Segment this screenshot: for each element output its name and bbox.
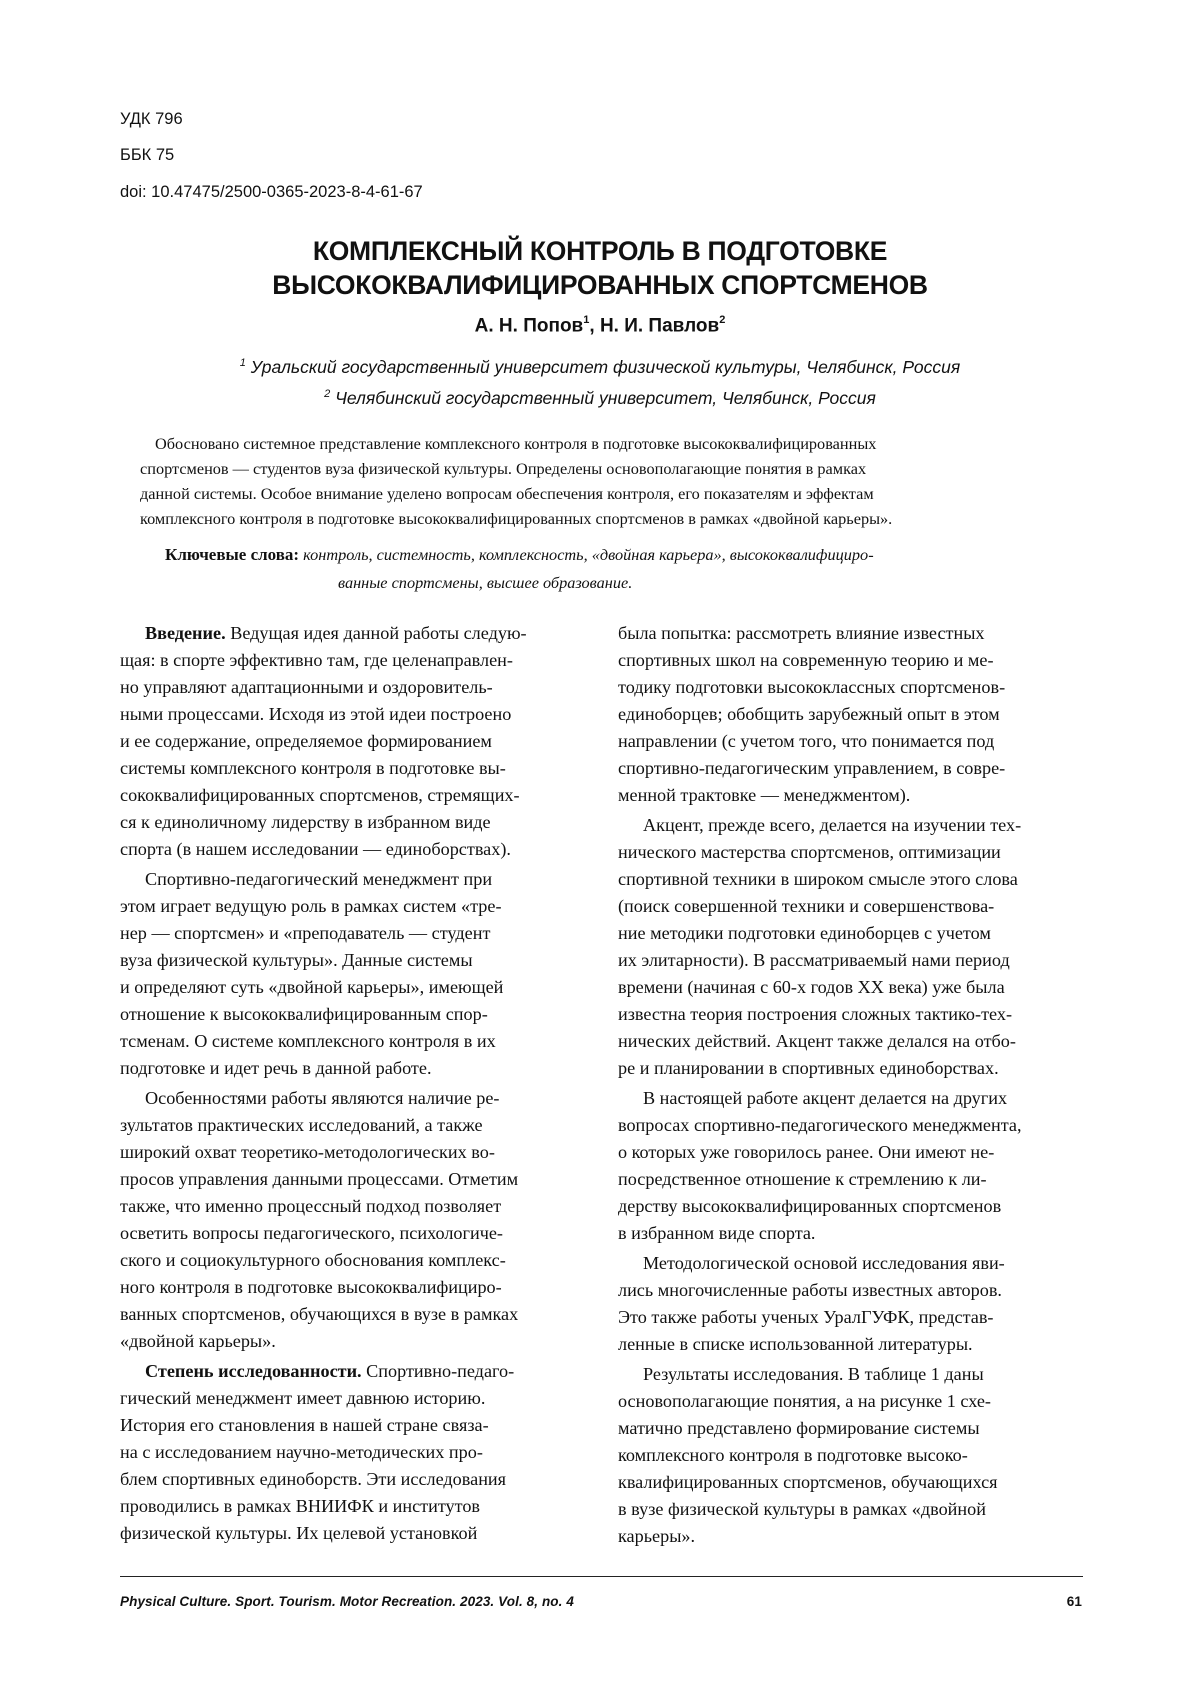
paragraph (618, 620, 1083, 809)
text-line: ленные в списке использованной литературы. (618, 1334, 973, 1354)
text-line: нических действий. Акцент также делался на отбо- (618, 1031, 1016, 1051)
abstract-line: спортсменов — студентов вуза физической культуры. Определены основополагающие понятия в рамках (140, 459, 867, 478)
abstract (140, 431, 1062, 531)
section-heading-introduction: Введение. (145, 623, 226, 643)
text-line: также, что именно процессный подход позволяет (120, 1196, 502, 1216)
text-line: карьеры». (618, 1526, 696, 1546)
author-affiliation-mark: 1 (583, 314, 590, 326)
text-line: Степень исследованности. Спортивно-педаго- (145, 1361, 515, 1381)
title-line: ВЫСОКОКВАЛИФИЦИРОВАННЫХ СПОРТСМЕНОВ (272, 270, 928, 300)
author-name: А. Н. Попов (474, 315, 584, 337)
text-line: их элитарности). В рассматриваемый нами период (618, 950, 1010, 970)
text-line: спортивных школ на современную теорию и ме- (618, 650, 994, 670)
text-line: сококвалифицированных спортсменов, стремящих- (120, 785, 520, 805)
text-line: ного контроля в подготовке высококвалифициро- (120, 1277, 502, 1297)
affiliation (0, 357, 1200, 378)
text-line: ванных спортсменов, обучающихся в вузе в рамках (120, 1304, 519, 1324)
text-line: и ее содержание, определяемое формированием (120, 731, 492, 751)
text-line: блем спортивных единоборств. Эти исследования (120, 1469, 507, 1489)
text-line: Особенностями работы являются наличие ре- (145, 1088, 500, 1108)
text-line: направлении (с учетом того, что понимается под (618, 731, 995, 751)
text-line: спортивно-педагогическим управлением, в совре- (618, 758, 1006, 778)
footer-journal-citation: Physical Culture. Sport. Tourism. Motor Recreation. 2023. Vol. 8, no. 4 (120, 1594, 574, 1609)
doi[interactable]: doi: 10.47475/2500-0365-2023-8-4-61-67 (120, 183, 423, 201)
text-line: ре и планировании в спортивных единоборствах. (618, 1058, 999, 1078)
text-line: и определяют суть «двойной карьеры», имеющей (120, 977, 504, 997)
paragraph-degree-of-research (120, 1358, 585, 1547)
text-line: нического мастерства спортсменов, оптимизации (618, 842, 1001, 862)
title-line: КОМПЛЕКСНЫЙ КОНТРОЛЬ В ПОДГОТОВКЕ (312, 236, 888, 266)
text-line: Акцент, прежде всего, делается на изучении тех- (643, 815, 1022, 835)
text-line: «двойной карьеры». (120, 1331, 276, 1351)
text-line: на с исследованием научно-методических про- (120, 1442, 483, 1462)
text-line: менной трактовке — менеджментом). (618, 785, 911, 805)
text-line: гический менеджмент имеет давнюю историю. (120, 1388, 486, 1408)
paragraph-introduction (120, 620, 585, 863)
section-heading-degree: Степень исследованности. (145, 1361, 362, 1381)
text-line: комплексного контроля в подготовке высоко- (618, 1445, 968, 1465)
text-line: просов управления данными процессами. Отметим (120, 1169, 519, 1189)
text-line: осветить вопросы педагогического, психологиче- (120, 1223, 503, 1243)
text-line: проводились в рамках ВНИИФК и институтов (120, 1496, 481, 1516)
keywords (165, 541, 1065, 597)
paragraph (618, 1085, 1083, 1247)
footer-divider (120, 1576, 1083, 1577)
text-line: вуза физической культуры». Данные системы (120, 950, 473, 970)
text-line: но управляют адаптационными и оздоровитель- (120, 677, 493, 697)
text-line: подготовке и идет речь в данной работе. (120, 1058, 432, 1078)
paragraph (120, 1085, 585, 1355)
text-line: физической культуры. Их целевой установкой (120, 1523, 478, 1543)
text-line: Результаты исследования. В таблице 1 даны (643, 1364, 984, 1384)
text-line: ние методики подготовки единоборцев с учетом (618, 923, 991, 943)
text-line: щая: в спорте эффективно там, где целенаправлен- (120, 650, 513, 670)
paragraph-results (618, 1361, 1083, 1550)
text-line: тодику подготовки высококлассных спортсменов- (618, 677, 1006, 697)
author-name: Н. И. Павлов (599, 315, 720, 337)
text-line: спорта (в нашем исследовании — единоборствах). (120, 839, 511, 859)
keywords-label: Ключевые слова: (165, 545, 300, 564)
text-line: времени (начиная с 60-х годов XX века) уже была (618, 977, 1005, 997)
keywords-list: контроль, системность, комплексность, «двойная карьера», высококвалифициро- (303, 545, 874, 564)
text-line: в избранном виде спорта. (618, 1223, 816, 1243)
text-line: ся к единоличному лидерству в избранном виде (120, 812, 491, 832)
abstract-line: данной системы. Особое внимание уделено вопросам обеспечения контроля, его показателям и эффектам (140, 484, 874, 503)
text-line: дерству высококвалифицированных спортсменов (618, 1196, 1002, 1216)
text-line: основополагающие понятия, а на рисунке 1 схе- (618, 1391, 991, 1411)
text-line: была попытка: рассмотреть влияние известных (618, 623, 985, 643)
text-line: в вузе физической культуры в рамках «двойной (618, 1499, 986, 1519)
text-line: отношение к высококвалифицированным спор- (120, 1004, 488, 1024)
text-line: вопросах спортивно-педагогического менеджмента, (618, 1115, 1022, 1135)
text-line: посредственное отношение к стремлению к ли- (618, 1169, 987, 1189)
paragraph (618, 1250, 1083, 1358)
abstract-line: комплексного контроля в подготовке высококвалифицированных спортсменов в рамках «двойной карьеры». (140, 509, 893, 528)
text-line: ными процессами. Исходя из этой идеи построено (120, 704, 512, 724)
text-line: Спортивно-педагогический менеджмент при (145, 869, 493, 889)
text-line: В настоящей работе акцент делается на других (643, 1088, 1008, 1108)
author-affiliation-mark: 2 (719, 314, 726, 326)
text-line: История его становления в нашей стране связа- (120, 1415, 489, 1435)
affiliation-mark: 1 (239, 357, 246, 370)
affiliation-text: Челябинский государственный университет, Челябинск, Россия (330, 388, 876, 408)
text-line: квалифицированных спортсменов, обучающихся (618, 1472, 998, 1492)
authors (0, 315, 1200, 337)
text-line: спортивной техники в широком смысле этого слова (618, 869, 1018, 889)
paragraph (120, 866, 585, 1082)
paragraph (618, 812, 1083, 1082)
text-line: лись многочисленные работы известных авторов. (618, 1280, 1002, 1300)
text-line: матично представлено формирование системы (618, 1418, 980, 1438)
affiliation-mark: 2 (324, 388, 331, 401)
text-line: нер — спортсмен» и «преподаватель — студент (120, 923, 491, 943)
text-line: широкий охват теоретико-методологических во- (120, 1142, 495, 1162)
bbk-code: ББК 75 (120, 146, 175, 164)
left-column (120, 620, 585, 1550)
affiliation-text: Уральский государственный университет физической культуры, Челябинск, Россия (245, 357, 961, 377)
keywords-list: ванные спортсмены, высшее образование. (338, 573, 633, 592)
text-line: известна теория построения сложных тактико-тех- (618, 1004, 1012, 1024)
abstract-line: Обосновано системное представление комплексного контроля в подготовке высококвалифицированных (155, 434, 877, 453)
text-line: этом играет ведущую роль в рамках систем «тре- (120, 896, 502, 916)
text-line: Методологической основой исследования яви- (643, 1253, 1005, 1273)
udk-code: УДК 796 (120, 110, 183, 128)
text-line: единоборцев; обобщить зарубежный опыт в этом (618, 704, 1000, 724)
text-line: Это также работы ученых УралГУФК, представ- (618, 1307, 994, 1327)
article-title (0, 234, 1200, 302)
author-separator: , (589, 315, 600, 337)
page-number: 61 (1066, 1594, 1082, 1609)
text-line: о которых уже говорилось ранее. Они имеют не- (618, 1142, 995, 1162)
text-line: Введение. Ведущая идея данной работы следую- (145, 623, 527, 643)
text-line: (поиск совершенной техники и совершенствова- (618, 896, 995, 916)
text-line: тсменам. О системе комплексного контроля в их (120, 1031, 496, 1051)
text-line: системы комплексного контроля в подготовке вы- (120, 758, 506, 778)
text-line: ского и социокультурного обоснования комплекс- (120, 1250, 506, 1270)
affiliation (0, 388, 1200, 409)
right-column (618, 620, 1083, 1553)
text-line: зультатов практических исследований, а также (120, 1115, 483, 1135)
